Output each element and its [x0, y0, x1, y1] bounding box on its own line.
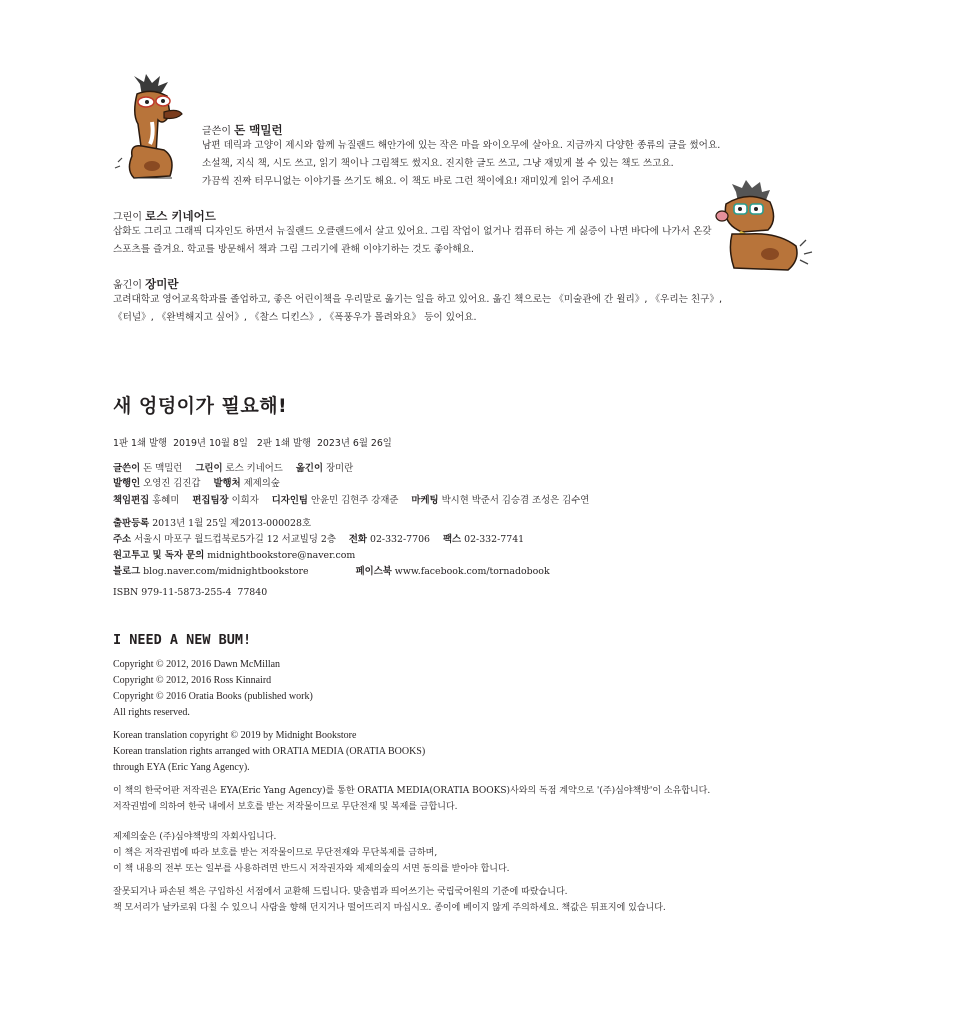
- credits-row-3: [113, 492, 599, 506]
- illustrator-heading: [113, 208, 216, 224]
- illustrator-bio-line-2: 스포츠를 즐겨요. 학교를 방문해서 책과 그림 그리기에 관해 이야기하는 것도 좋아해요.: [113, 244, 474, 255]
- copyright-line: through EYA (Eric Yang Agency).: [113, 762, 250, 773]
- credit-value: 안윤민 김현주 강재준: [310, 495, 399, 506]
- book-title: 새 엉덩이가 필요해!: [113, 395, 288, 417]
- info-key: 페이스북: [355, 566, 392, 577]
- copyright-line: Korean translation copyright © 2019 by Midnight Bookstore: [113, 730, 357, 741]
- info-key: 출판등록: [113, 518, 150, 529]
- illustrator-role: 그린이: [113, 212, 142, 223]
- copyright-line: All rights reserved.: [113, 707, 190, 718]
- info-key: 원고투고 및 독자 문의: [113, 550, 205, 561]
- final-notice: [113, 884, 666, 916]
- credit-value: 로스 키네어드: [225, 463, 283, 474]
- author-heading: [202, 122, 283, 138]
- credit-value: 홍혜미: [152, 495, 180, 506]
- copyright-line: Copyright © 2016 Oratia Books (published work): [113, 691, 313, 702]
- isbn: [113, 587, 277, 598]
- translator-heading: [113, 276, 179, 292]
- notice-line: 이 책은 저작권법에 따라 보호를 받는 저작물이므로 무단전재와 무단복제를 금하며,: [113, 848, 438, 858]
- credit-key: 그린이: [195, 463, 223, 474]
- credit-key: 마케팅: [411, 495, 439, 506]
- credit-value: 이희자: [231, 495, 259, 506]
- credit-key: 발행처: [213, 478, 241, 489]
- translator-bio-line-2: 《터널》, 《완벽해지고 싶어》, 《찰스 디킨스》, 《폭풍우가 몰려와요》 등이 있어요.: [113, 312, 477, 323]
- credit-value: 박시현 박준서 김승겸 조성은 김수연: [441, 495, 590, 506]
- info-value: 02-332-7706: [369, 534, 431, 545]
- copyright-line: Copyright © 2012, 2016 Ross Kinnaird: [113, 675, 272, 686]
- author-name: 돈 맥밀런: [234, 123, 283, 137]
- info-key: 블로그: [113, 566, 141, 577]
- notice-line: 잘못되거나 파손된 책은 구입하신 서점에서 교환해 드립니다. 맞춤법과 띄어쓰기는 국립국어원의 기준에 따랐습니다.: [113, 887, 568, 897]
- notice-line: 이 책의 한국어판 저작권은 EYA(Eric Yang Agency)를 통한 ORATIA MEDIA(ORATIA BOOKS)사와의 독점 계약으로 '(주)심야책방'이 소유합니다.: [113, 786, 711, 796]
- credits-row-2: [113, 475, 290, 489]
- illustrator-name: 로스 키네어드: [145, 209, 216, 223]
- copyright-line: Copyright © 2012, 2016 Dawn McMillan: [113, 659, 281, 670]
- dog-illustration-illustrator: [708, 180, 816, 276]
- credit-value: 돈 맥밀런: [143, 463, 183, 474]
- info-value: 2013년 1월 25일 제2013-000028호: [152, 518, 312, 529]
- imprint-notice: [113, 829, 510, 877]
- info-value: 02-332-7741: [464, 534, 525, 545]
- publisher-address: [113, 531, 534, 545]
- isbn-value: ISBN 979-11-5873-255-4 77840: [113, 587, 268, 598]
- credit-value: 오영진 김진갑: [143, 478, 201, 489]
- credits-row-1: [113, 460, 363, 474]
- author-bio-line-1: 남편 데릭과 고양이 제시와 함께 뉴질랜드 해안가에 있는 작은 마을 와이오무에 살아요. 지금까지 다양한 종류의 글을 썼어요.: [202, 140, 721, 151]
- publisher-social: [113, 563, 560, 577]
- credit-value: 제제의숲: [243, 478, 280, 489]
- translator-role: 옮긴이: [113, 280, 142, 291]
- author-role: 글쓴이: [202, 126, 231, 137]
- copyright-korean: [113, 728, 425, 776]
- copyright-original: [113, 657, 313, 721]
- dog-illustration-author: [112, 74, 192, 192]
- translator-name: 장미란: [145, 277, 179, 291]
- credit-key: 발행인: [113, 478, 141, 489]
- publisher-submissions: [113, 547, 365, 561]
- info-value: blog.naver.com/midnightbookstore: [143, 566, 309, 577]
- info-key: 전화: [348, 534, 367, 545]
- info-value: 서울시 마포구 월드컵북로5가길 12 서교빌딩 2층: [134, 534, 336, 545]
- notice-line: 책 모서리가 날카로워 다칠 수 있으니 사람을 향해 던지거나 떨어뜨리지 마십시오. 종이에 베이지 않게 주의하세요. 책값은 뒤표지에 있습니다.: [113, 903, 666, 913]
- notice-line: 이 책 내용의 전부 또는 일부를 사용하려면 반드시 저작권자와 제제의숲의 서면 동의를 받아야 합니다.: [113, 864, 510, 874]
- credit-key: 디자인팀: [271, 495, 308, 506]
- publisher-registration: [113, 515, 321, 529]
- info-value: www.facebook.com/tornadobook: [394, 566, 550, 577]
- credit-value: 장미란: [325, 463, 354, 474]
- illustrator-bio-line-1: 삽화도 그리고 그래픽 디자인도 하면서 뉴질랜드 오클랜드에서 살고 있어요. 그림 작업이 없거나 컴퓨터 하는 게 싫증이 나면 바다에 나가서 온갖: [113, 226, 712, 237]
- info-key: 팩스: [443, 534, 462, 545]
- rights-notice: [113, 783, 710, 815]
- credit-key: 책임편집: [113, 495, 150, 506]
- original-title: I NEED A NEW BUM!: [113, 632, 252, 648]
- credit-key: 편집팀장: [192, 495, 229, 506]
- notice-line: 저작권법에 의하여 한국 내에서 보호를 받는 저작물이므로 무단전재 및 복제를 금합니다.: [113, 802, 458, 812]
- info-key: 주소: [113, 534, 132, 545]
- credit-key: 옮긴이: [295, 463, 323, 474]
- credit-key: 글쓴이: [113, 463, 141, 474]
- copyright-line: Korean translation rights arranged with ORATIA MEDIA (ORATIA BOOKS): [113, 746, 426, 757]
- info-value: midnightbookstore@naver.com: [207, 550, 356, 561]
- author-bio-line-3: 가끔씩 진짜 터무니없는 이야기를 쓰기도 해요. 이 책도 바로 그런 책이에요! 재미있게 읽어 주세요!: [202, 176, 614, 187]
- author-bio-line-2: 소설책, 지식 책, 시도 쓰고, 읽기 책이나 그림책도 썼지요. 진지한 글도 쓰고, 그냥 재밌게 볼 수 있는 책도 쓰고요.: [202, 158, 674, 169]
- edition-info: 1판 1쇄 발행 2019년 10월 8일 2판 1쇄 발행 2023년 6월 26일: [113, 438, 392, 449]
- notice-line: 제제의숲은 (주)심야책방의 자회사입니다.: [113, 832, 277, 842]
- translator-bio-line-1: 고려대학교 영어교육학과를 졸업하고, 좋은 어린이책을 우리말로 옮기는 일을 하고 있어요. 옮긴 책으로는 《미술관에 간 윌리》, 《우리는 친구》,: [113, 294, 723, 305]
